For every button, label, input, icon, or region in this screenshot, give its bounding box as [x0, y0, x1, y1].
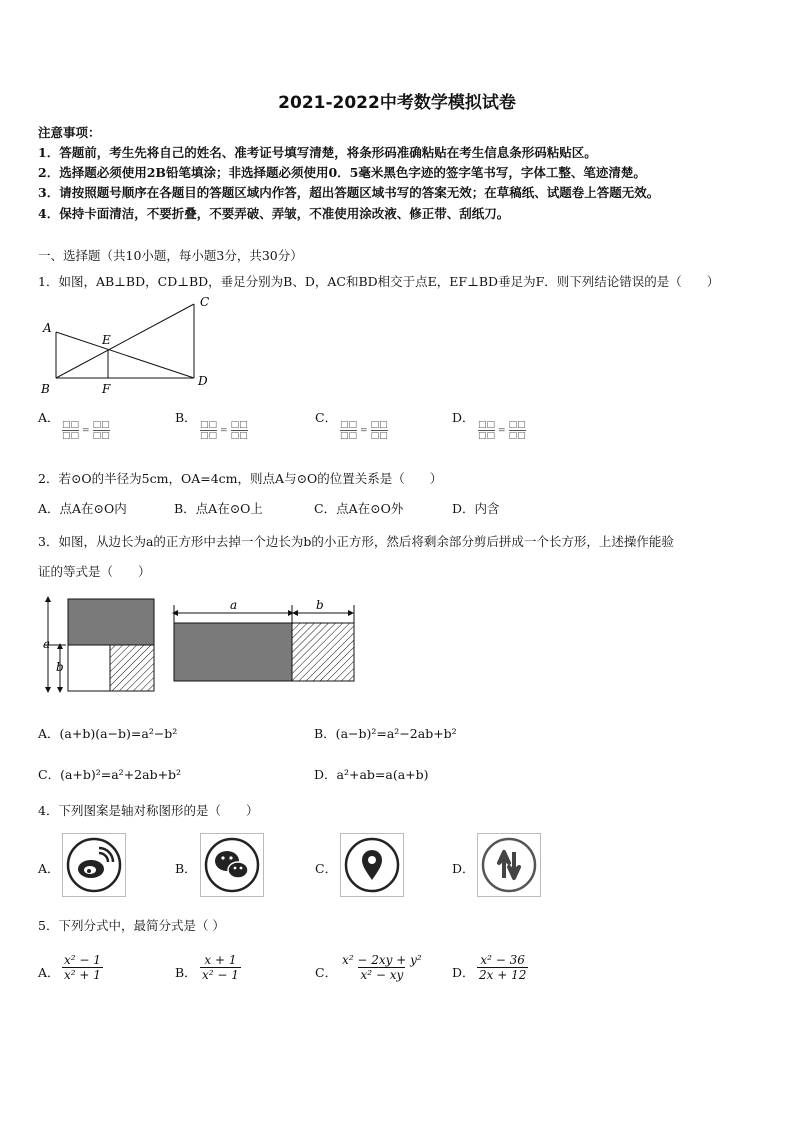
- notice-item-3: 3．请按照题号顺序在各题目的答题区域内作答，超出答题区域书写的答案无效；在草稿纸、试题卷上答题无效。: [38, 185, 660, 200]
- notice-item-4: 4．保持卡面清洁，不要折叠，不要弄破、弄皱，不准使用涂改液、修正带、刮纸刀。: [38, 206, 510, 221]
- q4-text: 4．下列图案是轴对称图形的是（ ）: [38, 803, 259, 818]
- q1-option-d: D．: [452, 410, 475, 425]
- notice-heading: 注意事项：: [38, 125, 101, 140]
- q5-fraction-b: $\frac{x + 1}{\text{x² − 1}}$: [202, 953, 239, 982]
- q5-option-b-label: B．: [175, 965, 197, 980]
- q2-option-d: D．内含: [452, 501, 500, 516]
- notice-item-2: 2．选择题必须使用2B铅笔填涂；非选择题必须使用0．5毫米黑色字迹的签字笔书写，字体工整、笔迹清楚。: [38, 165, 646, 180]
- page-title: 2021-2022中考数学模拟试卷: [278, 93, 516, 113]
- q1-figure: [38, 292, 218, 400]
- wechat-icon: [200, 833, 264, 897]
- q1-option-c: C．: [315, 410, 338, 425]
- label-C: C: [200, 295, 210, 309]
- q2-option-c: C．点A在⊙O外: [314, 501, 404, 516]
- q4-option-a-label: A．: [38, 861, 60, 876]
- fig-label-a-left: a: [43, 637, 51, 651]
- q3-text-2: 证的等式是（ ）: [38, 564, 151, 579]
- q5-text: 5．下列分式中，最简分式是（ ）: [38, 918, 225, 933]
- q3-option-c: C．(a+b)²=a²+2ab+b²: [38, 767, 182, 782]
- q5-option-a-label: A．: [38, 965, 60, 980]
- label-D: D: [198, 374, 208, 388]
- fig-label-b-right: b: [316, 598, 324, 612]
- up-down-arrows-icon: [477, 833, 541, 897]
- label-E: E: [102, 333, 111, 347]
- q1-formula-b: □□ □□ = □□ □□: [200, 420, 248, 441]
- notice-item-1: 1．答题前，考生先将自己的姓名、准考证号填写清楚，将条形码准确粘贴在考生信息条形码粘贴区。: [38, 145, 597, 160]
- q5-fraction-d: $\frac{\text{x² − 36}}{2x + 12}$: [479, 953, 527, 982]
- q1-formula-c: □□ □□ = □□ □□: [340, 420, 388, 441]
- label-A: A: [43, 321, 52, 335]
- q1-option-b: B．: [175, 410, 197, 425]
- location-pin-icon: [340, 833, 404, 897]
- q3-option-b: B．(a−b)²=a²−2ab+b²: [314, 726, 457, 741]
- q5-fraction-c: $\frac{\text{x² − 2xy + y²}}{\text{x² − xy}}$: [342, 953, 422, 982]
- q4-option-d-label: D．: [452, 861, 475, 876]
- q1-formula-d: □□ □□ = □□ □□: [478, 420, 526, 441]
- q5-option-c-label: C．: [315, 965, 338, 980]
- section-heading: 一、选择题（共10小题，每小题3分，共30分）: [38, 248, 303, 263]
- q5-fraction-a: $\frac{\text{x² − 1}}{\text{x² + 1}}$: [64, 953, 101, 982]
- fig-label-a-right: a: [230, 598, 238, 612]
- q2-option-a: A．点A在⊙O内: [38, 501, 127, 516]
- q3-text-1: 3．如图，从边长为a的正方形中去掉一个边长为b的小正方形，然后将剩余部分剪后拼成一个长方形，上述操作能验: [38, 534, 674, 549]
- fig-label-b-left: b: [56, 660, 64, 674]
- q3-option-d: D．a²+ab=a(a+b): [314, 767, 429, 782]
- q2-option-b: B．点A在⊙O上: [174, 501, 263, 516]
- q1-text: 1．如图，AB⊥BD，CD⊥BD，垂足分别为B、D，AC和BD相交于点E，EF⊥BD垂足为F．则下列结论错误的是（ ）: [38, 274, 720, 289]
- q5-option-d-label: D．: [452, 965, 475, 980]
- label-F: F: [102, 382, 111, 396]
- q3-option-a: A．(a+b)(a−b)=a²−b²: [38, 726, 178, 741]
- label-B: B: [41, 382, 50, 396]
- q3-figure: [40, 593, 360, 695]
- q4-option-c-label: C．: [315, 861, 338, 876]
- weibo-icon: [62, 833, 126, 897]
- q2-text: 2．若⊙O的半径为5cm，OA=4cm，则点A与⊙O的位置关系是（ ）: [38, 471, 443, 486]
- q1-formula-a: □□ □□ = □□ □□: [62, 420, 110, 441]
- q4-option-b-label: B．: [175, 861, 197, 876]
- q1-option-a: A．: [38, 410, 60, 425]
